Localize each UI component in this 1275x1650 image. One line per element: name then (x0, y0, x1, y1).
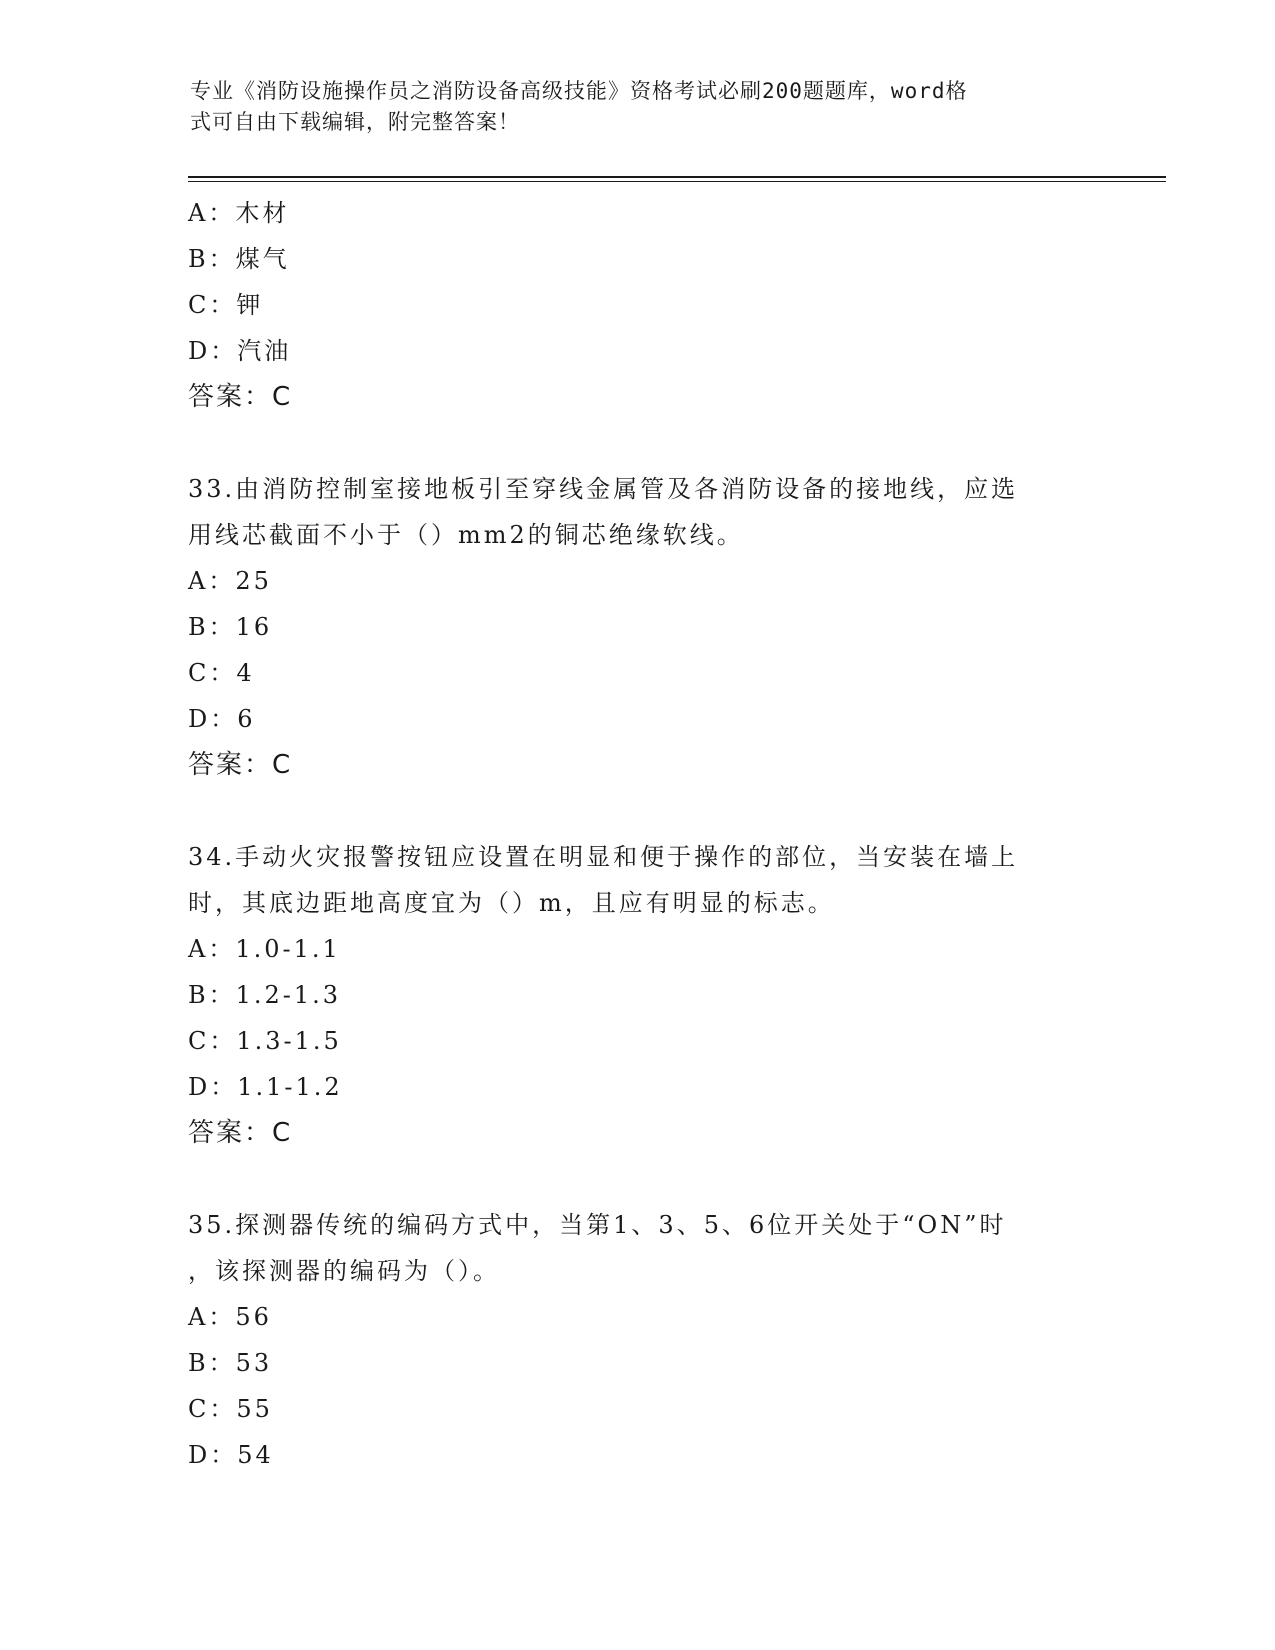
option-a: A：1.0-1.1 (188, 935, 341, 963)
question-text-line-2: ，该探测器的编码为（）。 (188, 1257, 500, 1285)
option-c: C：55 (188, 1395, 273, 1423)
question-text-line-1: 35.探测器传统的编码方式中，当第1、3、5、6位开关处于“ON”时 (188, 1211, 1007, 1239)
option-a: A：25 (188, 567, 272, 595)
option-c: C：钾 (188, 291, 264, 319)
question-list (188, 190, 1088, 1478)
question-33 (188, 466, 1088, 788)
header-line-2: 式可自由下载编辑，附完整答案！ (190, 110, 520, 134)
question-text-line-2: 用线芯截面不小于（）mm2的铜芯绝缘软线。 (188, 521, 744, 549)
option-d: D：汽油 (188, 337, 292, 365)
option-b: B：16 (188, 613, 273, 641)
option-b: B：1.2-1.3 (188, 981, 342, 1009)
question-34 (188, 834, 1088, 1156)
option-b: B：53 (188, 1349, 273, 1377)
answer-line: 答案：C (188, 1118, 293, 1148)
option-c: C：4 (188, 659, 255, 687)
spacer (188, 1156, 1088, 1202)
option-a: A：56 (188, 1303, 272, 1331)
spacer (188, 420, 1088, 466)
header-divider-thick (188, 176, 1166, 178)
option-d: D：1.1-1.2 (188, 1073, 343, 1101)
option-d: D：6 (188, 705, 256, 733)
option-c: C：1.3-1.5 (188, 1027, 342, 1055)
option-b: B：煤气 (188, 245, 290, 273)
answer-line: 答案：C (188, 382, 293, 412)
answer-line: 答案：C (188, 750, 293, 780)
spacer (188, 788, 1088, 834)
question-text-line-1: 34.手动火灾报警按钮应设置在明显和便于操作的部位，当安装在墙上 (188, 843, 1019, 871)
question-35 (188, 1202, 1088, 1478)
header-line-1: 专业《消防设施操作员之消防设备高级技能》资格考试必刷200题题库，word格 (190, 79, 968, 103)
question-32 (188, 190, 1088, 420)
question-text-line-1: 33.由消防控制室接地板引至穿线金属管及各消防设备的接地线，应选 (188, 475, 1019, 503)
option-d: D：54 (188, 1441, 274, 1469)
option-a: A：木材 (188, 199, 290, 227)
question-text-line-2: 时，其底边距地高度宜为（）m，且应有明显的标志。 (188, 889, 835, 917)
header-divider-thin (188, 181, 1166, 182)
document-header (190, 76, 1090, 138)
